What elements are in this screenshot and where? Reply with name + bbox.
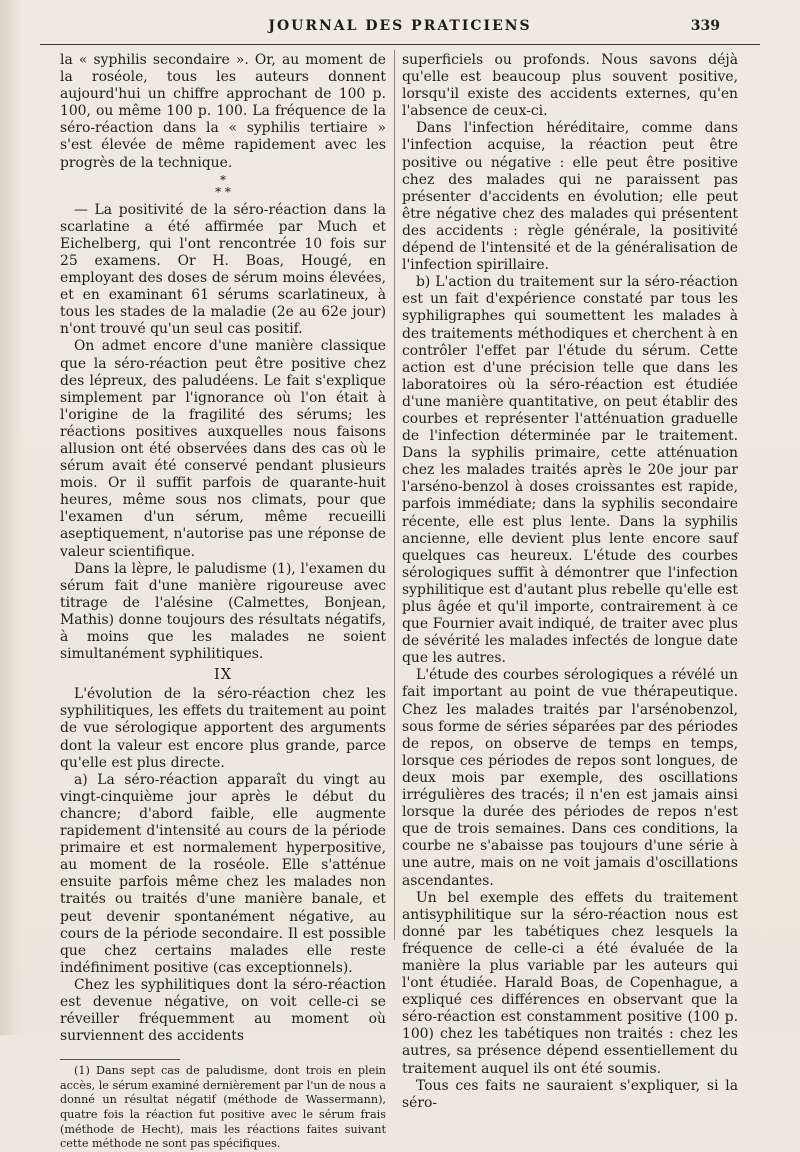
paragraph: Dans la lèpre, le paludisme (1), l'examen du sérum fait d'une manière rigoureuse avec titrage de l'alésine (Calmettes, Bonjean, Mathis) donne toujours des résultats négatifs, à moins que les malades ne soient simultanément syphilitiques. bbox=[60, 560, 386, 663]
paragraph: L'évolution de la séro-réaction chez les syphilitiques, les effets du traitement au point de vue sérologique apportent des arguments dont la valeur est encore plus grande, parce qu'elle est plus directe. bbox=[60, 686, 386, 771]
footnote: (1) Dans sept cas de paludisme, dont trois en plein accès, le sérum examiné dernièrement par l'un de nous a donné un résultat négatif (méthode de Wassermann), quatre fois la réaction fut positive avec le sérum frais (méthode de Hecht), mais les réactions faites suivant cette méthode ne sont pas spécifiques. bbox=[60, 1064, 386, 1151]
paragraph: Un bel exemple des effets du traitement antisyphilitique sur la séro-réaction nous est donné par les tabétiques chez lesquels la fréquence de celle-ci a été évaluée de la manière la plus variable par les auteurs qui l'ont étudiée. Harald Boas, de Copenhague, a expliqué ces différences en observant que la séro-réaction est constamment positive (100 p. 100) chez les tabétiques non traités : chez les autres, sa présence dépend essentiellement du traitement auquel ils ont été soumis. bbox=[402, 889, 738, 1077]
paragraph: b) L'action du traitement sur la séro-réaction est un fait d'expérience constaté par tous les syphiligraphes qui soumettent les malades à des traitements méthodiques et cherchent à en contrôler l'effet par l'étude du sérum. Cette action est d'une précision telle que dans les laboratoires où la séro-réaction est étudiée d'une manière quantitative, on peut établir des courbes et représenter l'atténuation graduelle de l'infection déterminée par le traitement. Dans la syphilis primaire, cette atténuation chez les malades traités après le 20e jour par l'arséno-benzol à doses croissantes est rapide, parfois immédiate; dans la syphilis secondaire récente, elle est plus lente. Dans la syphilis ancienne, elle devient plus lente encore sauf quelques cas heureux. L'étude des courbes sérologiques suffit à démontrer que l'infection syphilitique est d'autant plus rebelle qu'elle est plus âgée et qu'il importe, contrairement à ce que Fournier avait indiqué, de traiter avec plus de sévérité les malades infectés de longue date que les autres. bbox=[402, 274, 738, 667]
paragraph: Chez les syphilitiques dont la séro-réaction est devenue négative, on voit celle-ci se réveiller fréquemment au moment où surviennent des accidents bbox=[60, 976, 386, 1045]
paragraph: — La positivité de la séro-réaction dans la scarlatine a été affirmée par Much et Eichelberg, qui l'ont rencontrée 10 fois sur 25 examens. Or H. Boas, Hougé, en employant des doses de sérum moins élevées, et en examinant 61 sérums scarlatineux, à tous les stades de la maladie (2e au 62e jour) n'ont trouvé qu'un seul cas positif. bbox=[60, 201, 386, 338]
asterism-top: * bbox=[220, 172, 226, 187]
left-column bbox=[60, 52, 386, 1152]
running-header bbox=[40, 10, 760, 45]
journal-title: JOURNAL DES PRATICIENS bbox=[268, 18, 532, 34]
right-column bbox=[402, 52, 738, 1112]
paragraph: la « syphilis secondaire ». Or, au moment de la roséole, tous les auteurs donnent aujourd'hui un chiffre approchant de 100 p. 100, ou même 100 p. 100. La fréquence de la séro-réaction dans la « syphilis tertiaire » s'est élevée de même rapidement avec les progrès de la technique. bbox=[60, 52, 386, 171]
paragraph: superficiels ou profonds. Nous savons déjà qu'elle est beaucoup plus souvent positive, lorsqu'il existe des accidents externes, qu'en l'absence de ceux-ci. bbox=[402, 52, 738, 120]
section-heading: IX bbox=[213, 667, 233, 684]
paragraph: Dans l'infection héréditaire, comme dans l'infection acquise, la réaction peut être positive ou négative : elle peut être positive chez des malades qui ne paraissent pas présenter d'accidents en évolution; elle peut être négative chez des malades qui présentent des accidents : règle générale, la positivité dépend de l'intensité et de la généralisation de l'infection spirillaire. bbox=[402, 120, 738, 274]
asterism-bottom: * * bbox=[215, 184, 231, 199]
paragraph: a) La séro-réaction apparaît du vingt au vingt-cinquième jour après le début du chancre; d'abord faible, elle augmente rapidement d'intensité au cours de la période primaire et est normalement hyperpositive, au moment de la roséole. Elle s'atténue ensuite parfois même chez les malades non traités ou traités d'une manière banale, et peut devenir spontanément négative, au cours de la période secondaire. Il est possible que chez certains malades elle reste indéfiniment positive (cas exceptionnels). bbox=[60, 771, 386, 976]
asterism bbox=[60, 174, 386, 198]
footnote-rule bbox=[60, 1059, 180, 1060]
column-divider bbox=[394, 50, 395, 940]
paragraph: Tous ces faits ne sauraient s'expliquer, si la séro- bbox=[402, 1077, 738, 1111]
paragraph: On admet encore d'une manière classique que la séro-réaction peut être positive chez des lépreux, des paludéens. Le fait s'explique simplement par l'ignorance où l'on était à l'origine de la fragilité des sérums; les réactions positives auxquelles nous faisons allusion ont été observées dans des cas où le sérum avait été conservé pendant plusieurs mois. Or il suffit parfois de quarante-huit heures, même sous nos climats, pour que l'examen d'un sérum, même recueilli aseptiquement, n'autorise pas une réponse de valeur scientifique. bbox=[60, 338, 386, 560]
paragraph: L'étude des courbes sérologiques a révélé un fait important au point de vue thérapeutique. Chez les malades traités par l'arsénobenzol, sous forme de séries séparées par des périodes de repos, on observe de temps en temps, lorsque ces périodes de repos sont longues, de deux mois par exemple, des oscillations irrégulières des tracés; il n'en est jamais ainsi lorsque la durée des périodes de repos n'est que de trois semaines. Dans ces conditions, la courbe ne s'abaisse pas toujours d'une série à une autre, mais on ne voit jamais d'oscillations ascendantes. bbox=[402, 667, 738, 889]
page-edge-shadow bbox=[0, 0, 22, 1035]
page-number: 339 bbox=[690, 18, 720, 34]
